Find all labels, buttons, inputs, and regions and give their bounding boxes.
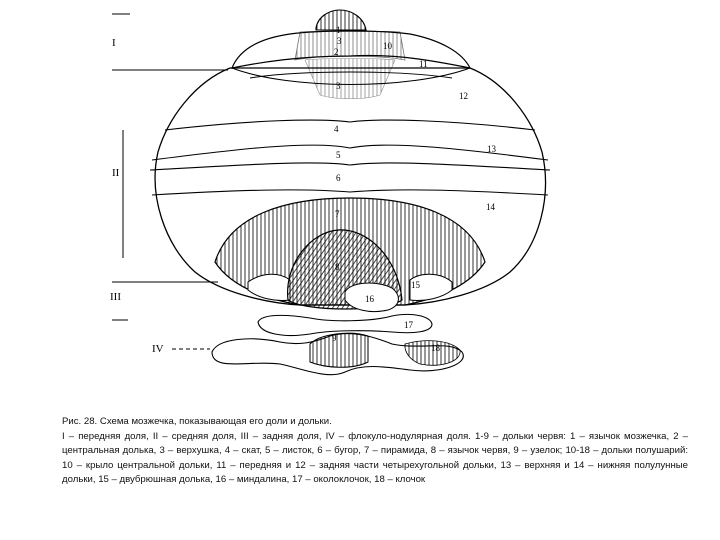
lobe-label-II: II	[112, 167, 120, 179]
lobule-label-3b: 3	[337, 36, 342, 46]
lobule-1-lingula	[316, 10, 366, 30]
lobe-label-III: III	[110, 291, 121, 303]
lobule-label-1: 1	[336, 25, 341, 35]
caption-title: Рис. 28. Схема мозжечка, показывающая его доли и дольки.	[62, 416, 332, 427]
lobule-label-4: 4	[334, 124, 339, 134]
lobe-label-I: I	[112, 37, 116, 49]
lobule-label-5: 5	[336, 150, 341, 160]
lobule-label-3a: 3	[336, 81, 341, 91]
lobule-label-6: 6	[336, 173, 341, 183]
lobule-label-8: 8	[335, 262, 340, 272]
caption-body: I – передняя доля, II – средняя доля, III – задняя доля, IV – флокуло-нодулярная доля. 1-9 – дольки червя: 1 – язычок мозжечка, 2 – центральная долька, 3 – верхушка, 4 – скат, 5 – листок, 6 – бугор, 7 – пирамида, 8 – язычок червя, 9 – узелок; 10-18 – дольки полушарий: 10 – крыло центральной дольки, 11 – передняя и 12 – задняя части четырехугольной дольки, 13 – верхняя и 14 – нижняя полулунные дольки, 15 – двубрюшная долька, 16 – миндалина, 17 – околоклочок, 18 – клочок	[62, 430, 688, 486]
lobule-label-15: 15	[411, 280, 420, 290]
lobule-label-11: 11	[419, 59, 428, 69]
lobule-label-14: 14	[486, 202, 495, 212]
lobule-label-10: 10	[383, 41, 392, 51]
lobule-9-nodulus	[310, 333, 368, 367]
lobule-label-2: 2	[334, 47, 339, 57]
lobule-label-7: 7	[335, 209, 340, 219]
lobule-label-16: 16	[365, 294, 374, 304]
figure-caption	[62, 415, 688, 488]
lobule-label-13: 13	[487, 144, 496, 154]
lobule-label-9: 9	[332, 333, 337, 343]
lobule-label-17: 17	[404, 320, 413, 330]
lobe-label-IV: IV	[152, 343, 164, 355]
lobule-label-18: 18	[431, 343, 440, 353]
lobule-label-12: 12	[459, 91, 468, 101]
